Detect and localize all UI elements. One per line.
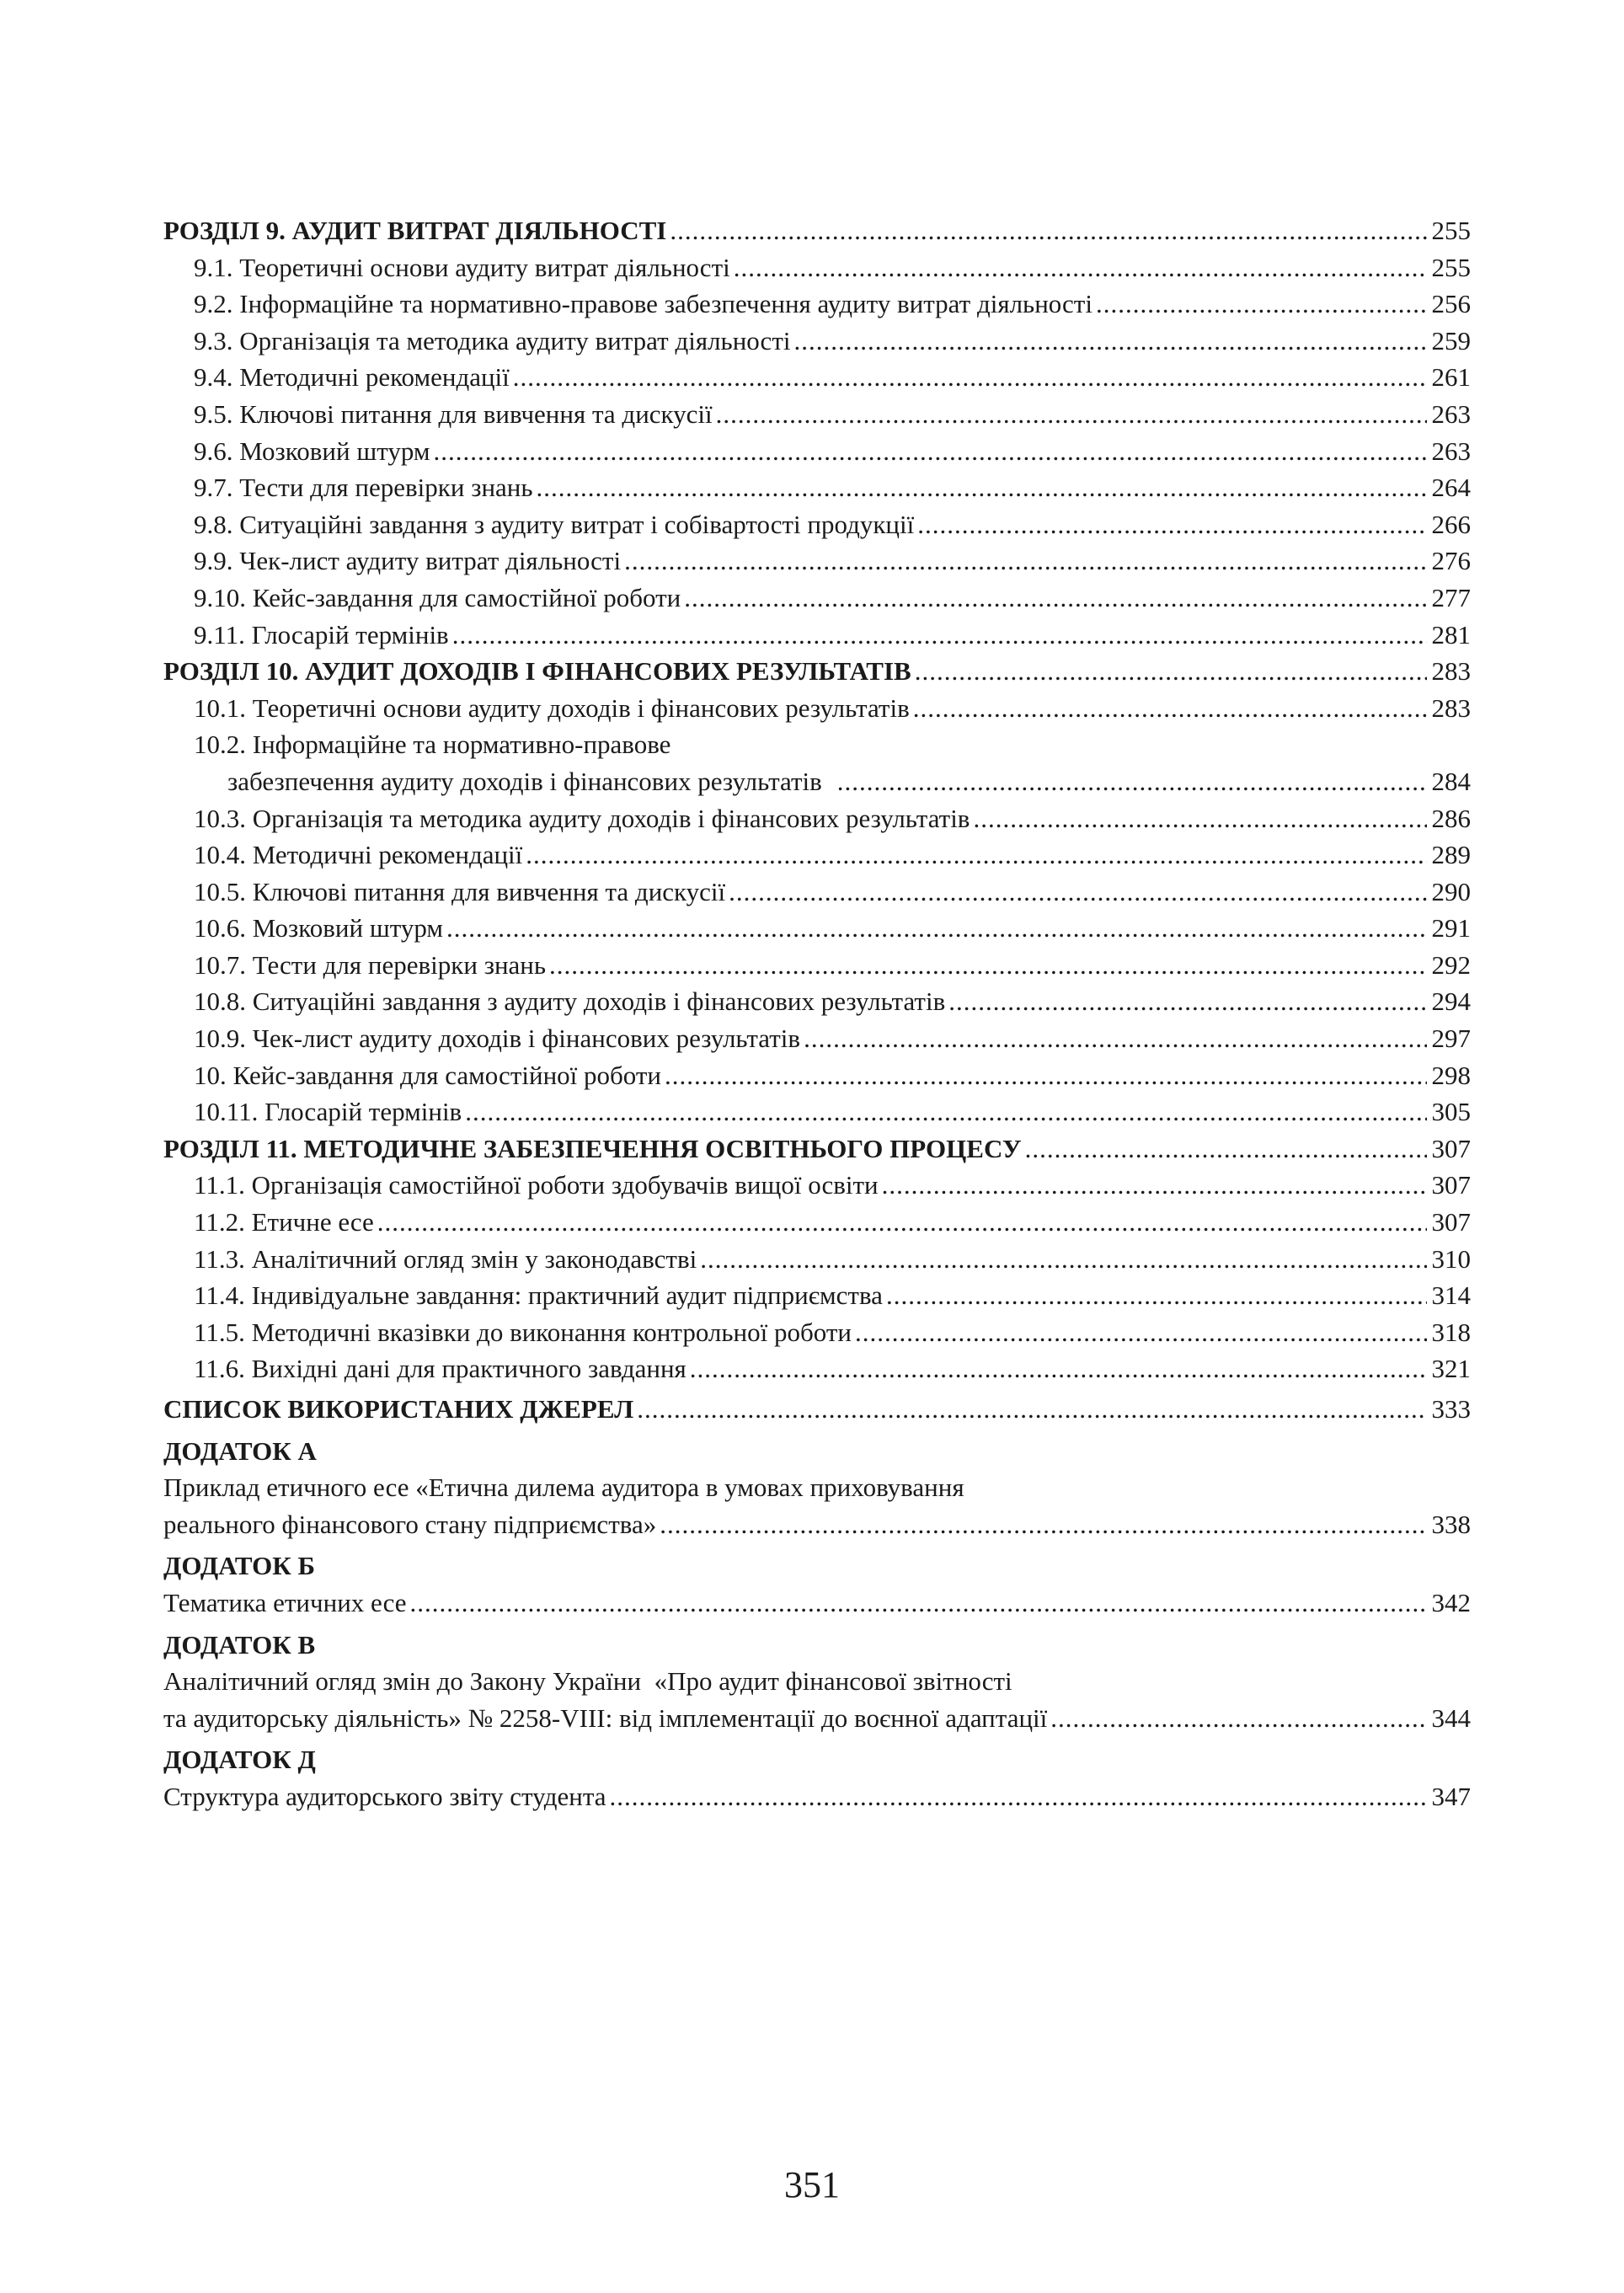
item-title: 10.4. Методичні рекомендації bbox=[194, 840, 523, 870]
toc-item[interactable] bbox=[163, 1314, 1471, 1351]
appendix-b-heading: ДОДАТОК Б bbox=[163, 1551, 315, 1581]
toc-item[interactable] bbox=[163, 1350, 1471, 1387]
toc-item[interactable] bbox=[163, 1057, 1471, 1094]
page-ref: 281 bbox=[1431, 619, 1471, 649]
item-title: 9.10. Кейс-завдання для самостійної роботи bbox=[194, 582, 681, 612]
page-ref: 291 bbox=[1431, 913, 1471, 943]
toc-item[interactable] bbox=[163, 396, 1471, 433]
leader-dots bbox=[855, 1314, 1427, 1351]
item-title: 9.8. Ситуаційні завдання з аудиту витрат і собівартості продукції bbox=[194, 509, 915, 539]
page-ref: 292 bbox=[1431, 949, 1471, 980]
item-title: 10. Кейс-завдання для самостійної роботи bbox=[194, 1060, 662, 1090]
page-ref: 342 bbox=[1431, 1587, 1471, 1617]
toc-item[interactable] bbox=[163, 1277, 1471, 1314]
toc-item[interactable] bbox=[163, 617, 1471, 654]
page-ref: 344 bbox=[1431, 1702, 1471, 1733]
toc-item[interactable] bbox=[163, 690, 1471, 727]
leader-dots bbox=[452, 617, 1427, 654]
toc-item[interactable] bbox=[163, 1020, 1471, 1057]
toc-item[interactable] bbox=[163, 249, 1471, 286]
toc-item[interactable] bbox=[163, 1241, 1471, 1278]
page-ref: 286 bbox=[1431, 803, 1471, 833]
leader-dots bbox=[377, 1204, 1427, 1241]
item-title: 9.2. Інформаційне та нормативно-правове забезпечення аудиту витрат діяльності bbox=[194, 289, 1092, 319]
toc-item-line[interactable] bbox=[163, 726, 1471, 763]
leader-dots bbox=[1050, 1700, 1426, 1737]
toc-item-continued[interactable] bbox=[163, 763, 1471, 800]
leader-dots bbox=[913, 690, 1427, 727]
appendix-a-line2: реального фінансового стану підприємства» bbox=[163, 1509, 657, 1539]
item-title: 10.1. Теоретичні основи аудиту доходів і фінансових результатів bbox=[194, 692, 910, 723]
leader-dots bbox=[465, 1093, 1426, 1130]
leader-dots bbox=[804, 1020, 1426, 1057]
page-ref: 263 bbox=[1431, 398, 1471, 429]
toc-item[interactable] bbox=[163, 983, 1471, 1020]
page-ref: 347 bbox=[1431, 1781, 1471, 1811]
appendix-a-heading: ДОДАТОК А bbox=[163, 1435, 317, 1466]
leader-dots bbox=[409, 1585, 1426, 1622]
item-title: 11.3. Аналітичний огляд змін у законодавстві bbox=[194, 1243, 697, 1274]
page-ref: 256 bbox=[1431, 289, 1471, 319]
item-title: 11.2. Етичне есе bbox=[194, 1207, 374, 1237]
appendix-a-line1[interactable]: Приклад етичного есе «Етична дилема аудитора в умовах приховування bbox=[163, 1473, 964, 1503]
page-ref: 294 bbox=[1431, 986, 1471, 1017]
page-ref: 289 bbox=[1431, 840, 1471, 870]
item-title: 10.3. Організація та методика аудиту доходів і фінансових результатів bbox=[194, 803, 970, 833]
toc-appendix-v[interactable] bbox=[163, 1700, 1471, 1737]
item-title: 9.1. Теоретичні основи аудиту витрат діяльності bbox=[194, 252, 730, 282]
item-title: 11.5. Методичні вказівки до виконання контрольної роботи bbox=[194, 1317, 852, 1347]
toc-chapter-9[interactable] bbox=[163, 212, 1471, 249]
toc-item[interactable] bbox=[163, 469, 1471, 506]
leader-dots bbox=[729, 874, 1426, 911]
leader-dots bbox=[446, 910, 1427, 947]
item-title: 9.9. Чек-лист аудиту витрат діяльності bbox=[194, 546, 622, 576]
item-title: 10.7. Тести для перевірки знань bbox=[194, 949, 547, 980]
toc-item[interactable] bbox=[163, 1167, 1471, 1204]
page-ref: 298 bbox=[1431, 1060, 1471, 1090]
leader-dots bbox=[537, 469, 1427, 506]
leader-dots bbox=[1025, 1130, 1427, 1168]
leader-dots bbox=[917, 506, 1426, 543]
page-ref: 321 bbox=[1431, 1354, 1471, 1384]
page-ref: 310 bbox=[1431, 1243, 1471, 1274]
leader-dots bbox=[637, 1391, 1426, 1428]
toc-appendix-a[interactable] bbox=[163, 1506, 1471, 1543]
page-ref: 284 bbox=[1431, 766, 1471, 796]
page-ref: 264 bbox=[1431, 473, 1471, 503]
item-title: 11.1. Організація самостійної роботи здобувачів вищої освіти bbox=[194, 1170, 879, 1200]
appendix-d-heading: ДОДАТОК Д bbox=[163, 1745, 316, 1775]
item-title: 9.4. Методичні рекомендації bbox=[194, 362, 510, 393]
leader-dots bbox=[734, 249, 1427, 286]
page-ref: 261 bbox=[1431, 362, 1471, 393]
page-ref: 259 bbox=[1431, 325, 1471, 355]
toc-item[interactable] bbox=[163, 874, 1471, 911]
item-title: 11.6. Вихідні дані для практичного завдання bbox=[194, 1354, 686, 1384]
appendix-v-line2: та аудиторську діяльність» № 2258-VIII: від імплементації до воєнної адаптації bbox=[163, 1702, 1048, 1733]
leader-dots bbox=[690, 1350, 1427, 1387]
page-number: 351 bbox=[784, 2164, 840, 2205]
toc-sources[interactable] bbox=[163, 1391, 1471, 1428]
leader-dots bbox=[665, 1057, 1426, 1094]
table-of-contents bbox=[163, 212, 1471, 1815]
item-title: 9.3. Організація та методика аудиту витрат діяльності bbox=[194, 325, 791, 355]
leader-dots bbox=[700, 1241, 1426, 1278]
item-title: 9.6. Мозковий штурм bbox=[194, 436, 430, 466]
toc-appendix-d[interactable] bbox=[163, 1778, 1471, 1815]
chapter-title: РОЗДІЛ 11. МЕТОДИЧНЕ ЗАБЕЗПЕЧЕННЯ ОСВІТНЬОГО ПРОЦЕСУ bbox=[163, 1133, 1022, 1163]
leader-dots bbox=[434, 433, 1427, 470]
leader-dots bbox=[513, 359, 1427, 396]
appendix-v-heading: ДОДАТОК В bbox=[163, 1629, 316, 1660]
toc-item[interactable] bbox=[163, 506, 1471, 543]
toc-item[interactable] bbox=[163, 836, 1471, 874]
leader-dots bbox=[915, 653, 1427, 690]
page-ref: 318 bbox=[1431, 1317, 1471, 1347]
leader-dots bbox=[624, 543, 1426, 580]
item-title: 11.4. Індивідуальне завдання: практичний аудит підприємства bbox=[194, 1280, 883, 1311]
leader-dots bbox=[882, 1167, 1427, 1204]
page-ref: 307 bbox=[1431, 1133, 1471, 1163]
toc-item[interactable] bbox=[163, 800, 1471, 837]
toc-chapter-11[interactable] bbox=[163, 1130, 1471, 1168]
leader-dots bbox=[549, 947, 1426, 984]
item-title: 9.5. Ключові питання для вивчення та дискусії bbox=[194, 398, 713, 429]
sources-title: СПИСОК ВИКОРИСТАНИХ ДЖЕРЕЛ bbox=[163, 1394, 634, 1424]
item-title: 10.6. Мозковий штурм bbox=[194, 913, 443, 943]
page-ref: 297 bbox=[1431, 1024, 1471, 1054]
page-ref: 338 bbox=[1431, 1509, 1471, 1539]
leader-dots bbox=[886, 1277, 1427, 1314]
page-ref: 307 bbox=[1431, 1170, 1471, 1200]
page-ref: 255 bbox=[1431, 216, 1471, 245]
item-title: 10.9. Чек-лист аудиту доходів і фінансових результатів bbox=[194, 1024, 801, 1054]
item-title-line2: забезпечення аудиту доходів і фінансових результатів bbox=[227, 766, 822, 796]
appendix-d-line1: Структура аудиторського звіту студента bbox=[163, 1781, 606, 1811]
page-ref: 266 bbox=[1431, 509, 1471, 539]
toc-appendix-b[interactable] bbox=[163, 1585, 1471, 1622]
page-ref: 283 bbox=[1431, 692, 1471, 723]
leader-dots bbox=[1096, 286, 1427, 323]
leader-dots bbox=[716, 396, 1427, 433]
leader-dots bbox=[973, 800, 1426, 837]
leader-dots bbox=[684, 580, 1426, 617]
leader-dots bbox=[670, 212, 1426, 249]
item-title: 10.11. Глосарій термінів bbox=[194, 1097, 462, 1127]
toc-chapter-10[interactable] bbox=[163, 653, 1471, 690]
item-title: 9.11. Глосарій термінів bbox=[194, 619, 449, 649]
page-ref: 333 bbox=[1431, 1394, 1471, 1424]
toc-item[interactable] bbox=[163, 543, 1471, 580]
page-ref: 314 bbox=[1431, 1280, 1471, 1311]
page-ref: 307 bbox=[1431, 1207, 1471, 1237]
chapter-title: РОЗДІЛ 10. АУДИТ ДОХОДІВ І ФІНАНСОВИХ РЕЗУЛЬТАТІВ bbox=[163, 656, 911, 687]
toc-item[interactable] bbox=[163, 1093, 1471, 1130]
leader-dots bbox=[610, 1778, 1427, 1815]
page-ref: 305 bbox=[1431, 1097, 1471, 1127]
toc-item[interactable] bbox=[163, 359, 1471, 396]
chapter-title: РОЗДІЛ 9. АУДИТ ВИТРАТ ДІЯЛЬНОСТІ bbox=[163, 216, 667, 245]
leader-dots bbox=[837, 763, 1427, 800]
item-title: 10.8. Ситуаційні завдання з аудиту доходів і фінансових результатів bbox=[194, 986, 946, 1017]
item-title-line1: 10.2. Інформаційне та нормативно-правове bbox=[194, 730, 671, 760]
page-ref: 277 bbox=[1431, 582, 1471, 612]
toc-item[interactable] bbox=[163, 1204, 1471, 1241]
appendix-v-line1[interactable]: Аналітичний огляд змін до Закону України «Про аудит фінансової звітності bbox=[163, 1666, 1012, 1697]
leader-dots bbox=[526, 836, 1426, 874]
page-ref: 276 bbox=[1431, 546, 1471, 576]
page-ref: 255 bbox=[1431, 252, 1471, 282]
item-title: 9.7. Тести для перевірки знань bbox=[194, 473, 533, 503]
toc-item[interactable] bbox=[163, 323, 1471, 360]
toc-item[interactable] bbox=[163, 286, 1471, 323]
toc-item[interactable] bbox=[163, 580, 1471, 617]
toc-item[interactable] bbox=[163, 433, 1471, 470]
page-ref: 290 bbox=[1431, 876, 1471, 906]
leader-dots bbox=[948, 983, 1426, 1020]
page-ref: 263 bbox=[1431, 436, 1471, 466]
item-title: 10.5. Ключові питання для вивчення та дискусії bbox=[194, 876, 726, 906]
appendix-b-line1: Тематика етичних есе bbox=[163, 1587, 407, 1617]
leader-dots bbox=[660, 1506, 1426, 1543]
toc-item[interactable] bbox=[163, 947, 1471, 984]
toc-item[interactable] bbox=[163, 910, 1471, 947]
page-ref: 283 bbox=[1431, 656, 1471, 687]
leader-dots bbox=[793, 323, 1426, 360]
